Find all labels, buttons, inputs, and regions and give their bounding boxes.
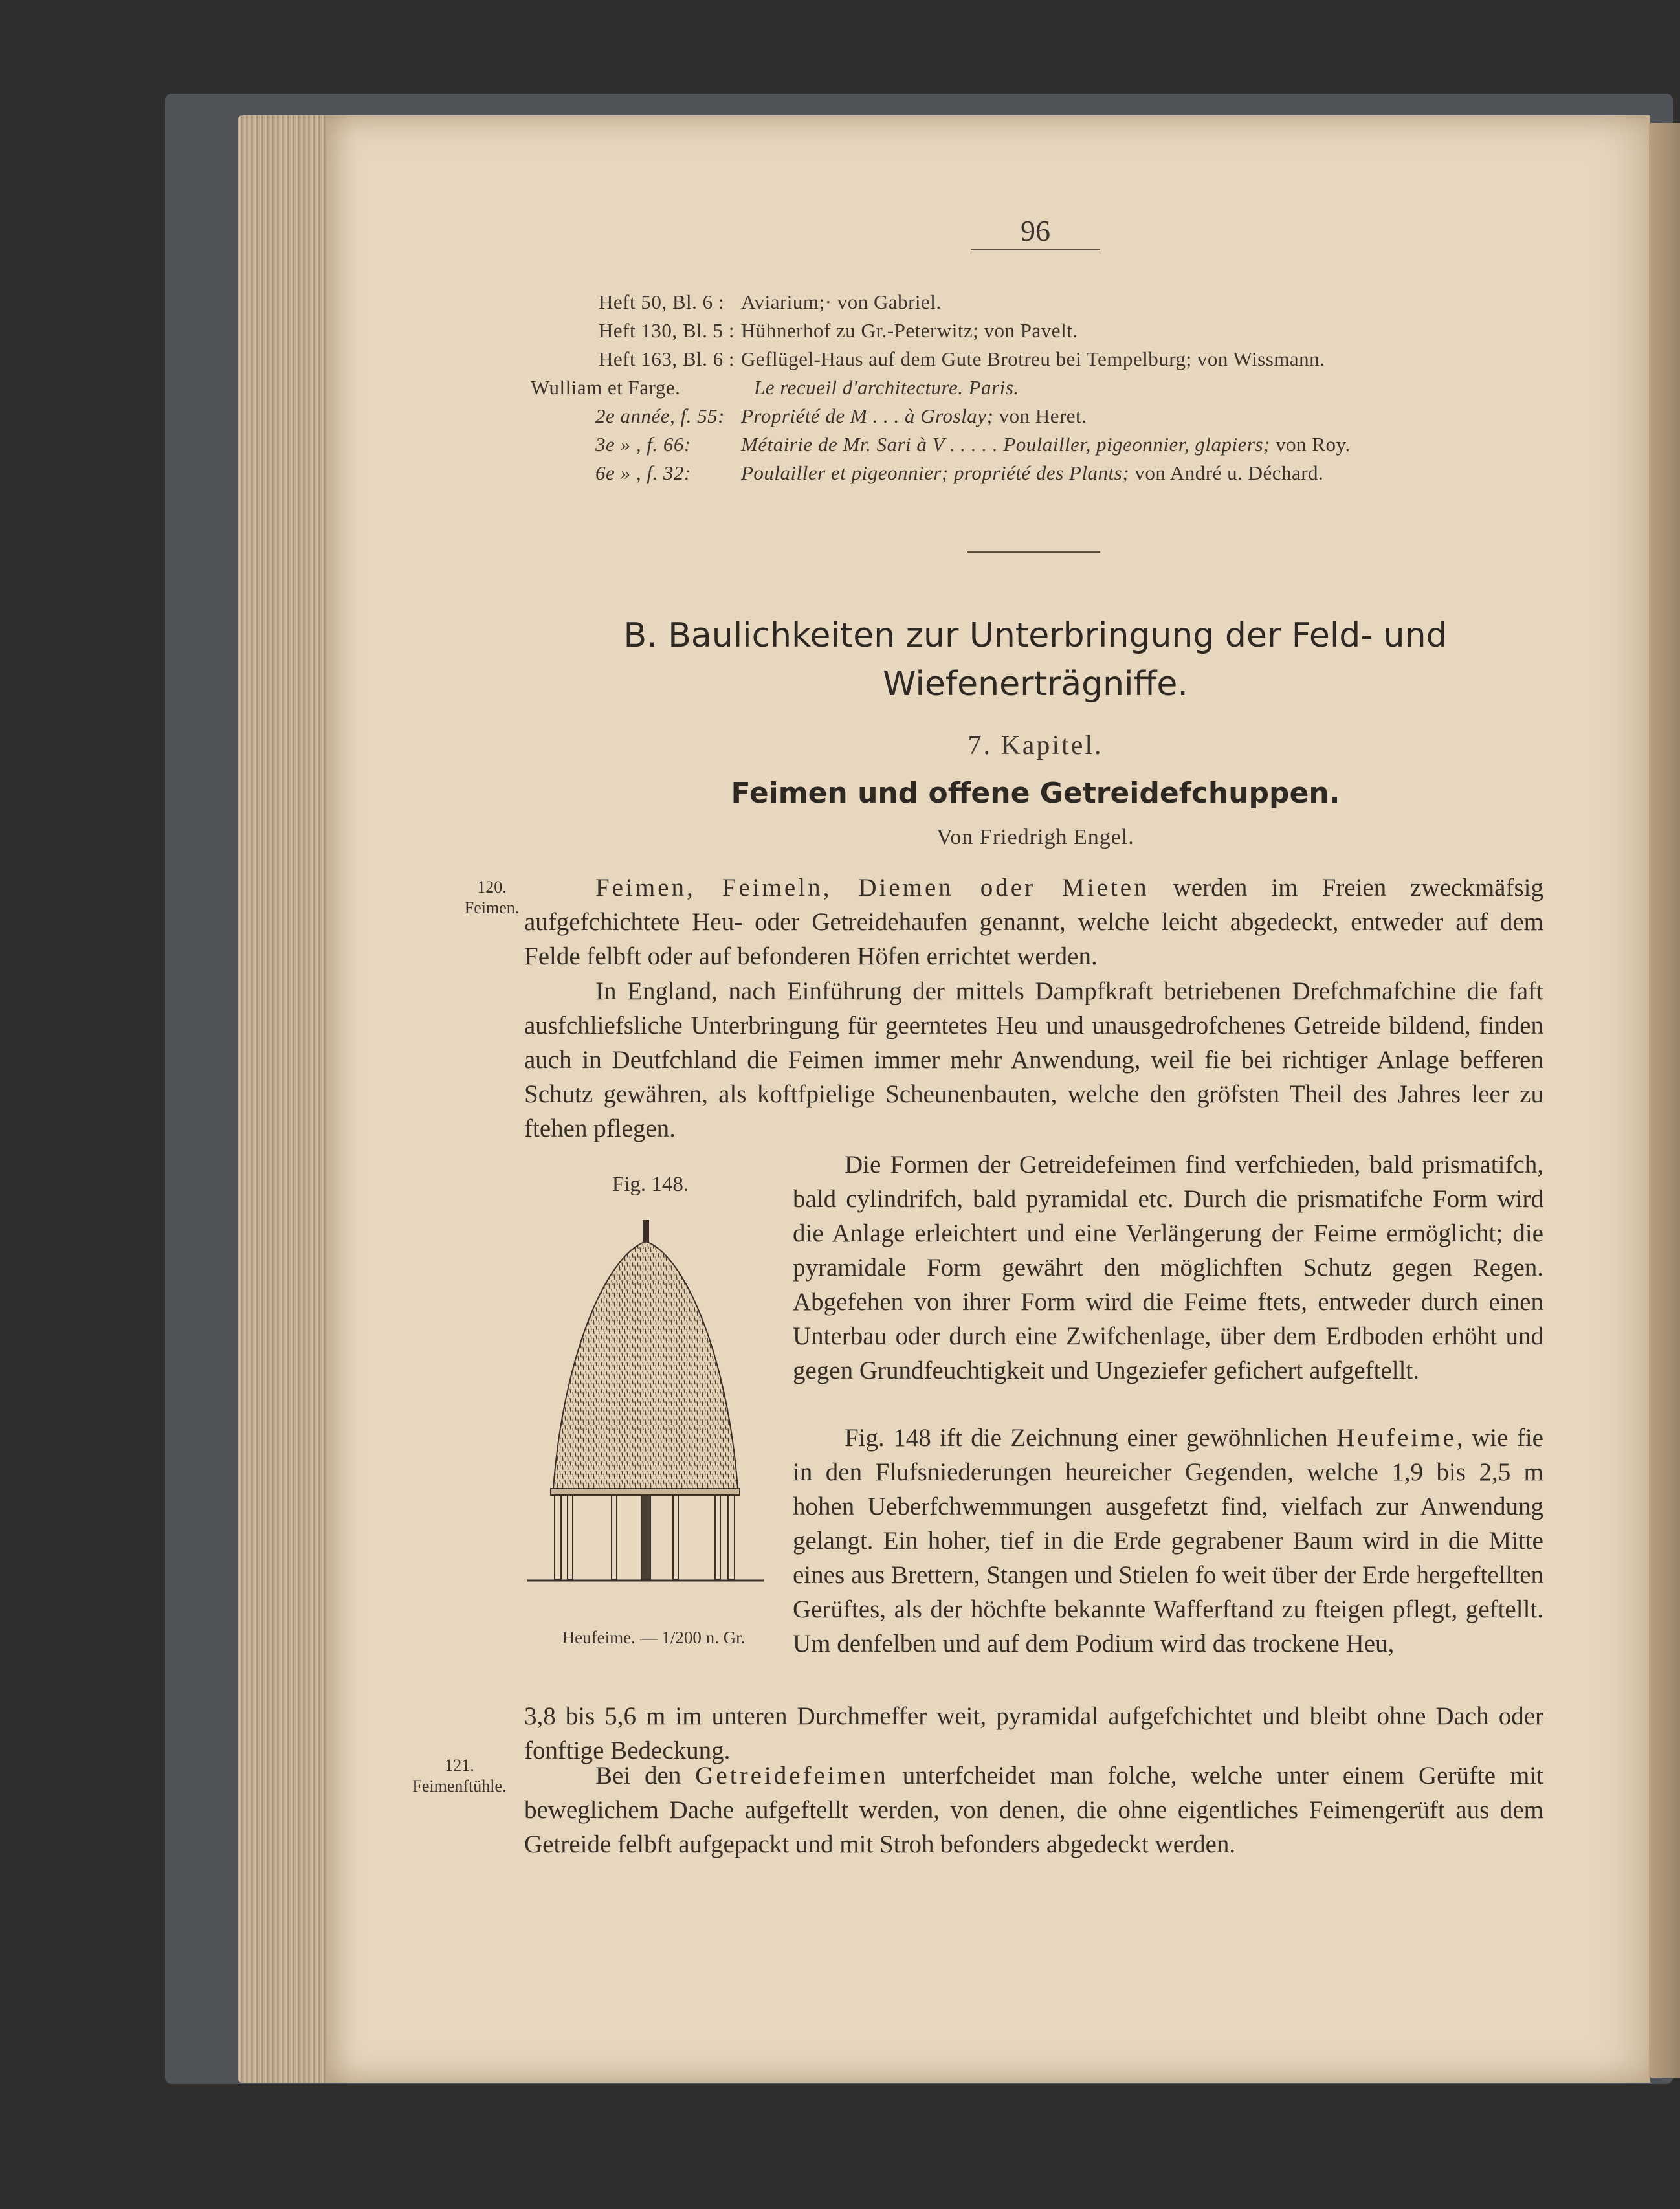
reference-item xyxy=(531,430,1501,459)
reference-value xyxy=(741,459,1323,487)
margin-note-text: Feimen. xyxy=(464,898,520,917)
reference-value xyxy=(741,402,1087,430)
facing-page-edge xyxy=(1649,123,1680,2078)
reference-item xyxy=(531,316,1501,345)
hay-stack xyxy=(553,1241,738,1489)
paragraph-5 xyxy=(524,1699,1543,1768)
reference-key: Heft 163, Bl. 6 : xyxy=(599,348,735,370)
reference-item xyxy=(531,288,1501,316)
emphasized-terms: Feimen, Feimeln, Diemen oder Mieten xyxy=(595,874,1149,902)
paragraph-text: Fig. 148 ift die Zeichnung einer gewöhnlichen xyxy=(845,1424,1337,1452)
section-divider xyxy=(967,551,1100,553)
chapter-title: Feimen und offene Getreidefchuppen. xyxy=(731,777,1340,810)
measurement: 3,8 xyxy=(524,1702,556,1730)
reference-author: von Heret. xyxy=(999,405,1087,427)
reference-value xyxy=(741,430,1351,459)
paragraph-text: unterfcheidet man folche, welche unter einem Gerüfte mit beweglichem Dache aufgeftellt werden, von denen, die ohne eigentliches Feimengerüft aus dem Getreide felbft aufgepackt und mit Stroh befonders abgedeckt werden. xyxy=(524,1762,1543,1858)
margin-note-number: 121. xyxy=(445,1756,474,1775)
haystack-figure xyxy=(527,1217,773,1618)
reference-value: Hühnerhof zu Gr.-Peterwitz; von Pavelt. xyxy=(741,319,1078,342)
reference-title: Le recueil d'architecture. Paris. xyxy=(754,376,1019,399)
paragraph-4 xyxy=(793,1421,1543,1661)
reference-item xyxy=(531,345,1501,373)
paragraph-1 xyxy=(524,871,1543,973)
reference-authors: Wulliam et Farge. xyxy=(531,376,681,399)
margin-note-number: 120. xyxy=(477,878,507,896)
reference-key: 6e » , f. 32: xyxy=(595,461,691,484)
paragraph-3: Die Formen der Getreidefeimen find verfchieden, bald prismatifch, bald cylindrifch, bald pyramidal etc. Durch die prismatifche Form wird die Anlage erleichtert und eine Verlängerung der Feime ermöglicht; die pyramidale Form gewährt den möglichften Schutz gegen Regen. Abgefehen von ihrer Form wird die Feime ftets, entweder durch einen Unterbau oder durch eine Zwifchenlage, über dem Erdboden erhöht und gegen Grundfeuchtigkeit und Ungeziefer gefichert aufgeftellt. xyxy=(793,1151,1543,1384)
platform xyxy=(551,1489,740,1495)
paragraph-text: werden im Freien zweckmäfsig aufgefchichtete Heu- oder Getreidehaufen genannt, welche leicht abgedeckt, entweder auf dem Felde felbft oder auf befonderen Höfen errichtet werden. xyxy=(524,874,1543,970)
paragraph-6 xyxy=(524,1759,1543,1861)
page-number: 96 xyxy=(1021,214,1050,247)
figure-caption: Heufeime. — 1/200 n. Gr. xyxy=(562,1628,746,1647)
paragraph-text: bis xyxy=(1422,1458,1479,1486)
reference-author: von André u. Déchard. xyxy=(1134,461,1324,484)
paragraph-text: bis xyxy=(555,1702,605,1730)
reference-list xyxy=(531,288,1501,487)
reference-value: Geflügel-Haus auf dem Gute Brotreu bei Tempelburg; von Wissmann. xyxy=(741,348,1325,370)
reference-item xyxy=(531,459,1501,487)
measurement: 2,5 m xyxy=(1479,1458,1543,1486)
paragraph-text: , wie fie in den Flufsniederungen heureicher Gegenden, welche xyxy=(793,1424,1543,1486)
paragraph-text: hohen Ueberfchwemmungen ausgefetzt find, vielfach zur Anwendung gelangt. Ein hoher, tief in die Erde gegrabener Baum wird in die Mitte eines aus Brettern, Stangen und Stielen fo weit über der Erde hergeftellten Gerüftes, als der höchfte bekannte Wafferftand zu fteigen pflegt, geftellt. Um denfelben und auf dem Podium wird das trockene Heu, xyxy=(793,1493,1543,1658)
reference-work-title: Propriété de M . . . à Groslay; xyxy=(741,405,994,427)
reference-author: von Roy. xyxy=(1276,433,1351,456)
measurement: 1,9 xyxy=(1391,1458,1423,1486)
figure-label: Fig. 148. xyxy=(612,1173,689,1196)
reference-item xyxy=(531,402,1501,430)
margin-note-121 xyxy=(395,1755,524,1797)
header-rule xyxy=(971,249,1100,250)
reference-source xyxy=(531,373,1501,402)
reference-work-title: Poulailler et pigeonnier; propriété des Plants; xyxy=(741,461,1130,484)
reference-key: 2e année, f. 55: xyxy=(595,405,725,427)
reference-key: Heft 50, Bl. 6 : xyxy=(599,291,724,313)
margin-note-text: Feimenftühle. xyxy=(412,1777,507,1795)
chapter-number: 7. Kapitel. xyxy=(967,731,1103,760)
section-heading: B. Baulichkeiten zur Unterbringung der Feld- und Wiefenerträgniffe. xyxy=(623,616,1448,704)
chapter-author: Von Friedrigh Engel. xyxy=(936,825,1134,849)
paragraph-text: Bei den xyxy=(595,1762,696,1790)
reference-key: 3e » , f. 66: xyxy=(595,433,691,456)
page-edges xyxy=(238,115,335,2083)
reference-value: Aviarium;· von Gabriel. xyxy=(741,291,942,313)
emphasized-term: Heufeime xyxy=(1336,1424,1457,1452)
reference-work-title: Métairie de Mr. Sari à V . . . . . Poulailler, pigeonnier, glapiers; xyxy=(741,433,1270,456)
paragraph-2: In England, nach Einführung der mittels Dampfkraft betriebenen Drefchmafchine die faft ausfchliefsliche Unterbringung für geerntetes Heu und unausgedrofchenes Getreide bildend, finden auch in Deutfchland die Feimen immer mehr Anwendung, weil fie bei richtiger Anlage befferen Schutz gewähren, als koftfpielige Scheunenbauten, welche den gröfsten Theil des Jahres leer zu ftehen pflegen. xyxy=(524,977,1543,1142)
support-posts xyxy=(555,1495,735,1579)
paragraph-text: im unteren Durchmeffer weit, pyramidal aufgefchichtet und bleibt ohne Dach oder fonftige Bedeckung. xyxy=(524,1702,1543,1764)
reference-key: Heft 130, Bl. 5 : xyxy=(599,319,735,342)
emphasized-term: Getreidefeimen xyxy=(695,1762,889,1790)
measurement: 5,6 m xyxy=(604,1702,666,1730)
